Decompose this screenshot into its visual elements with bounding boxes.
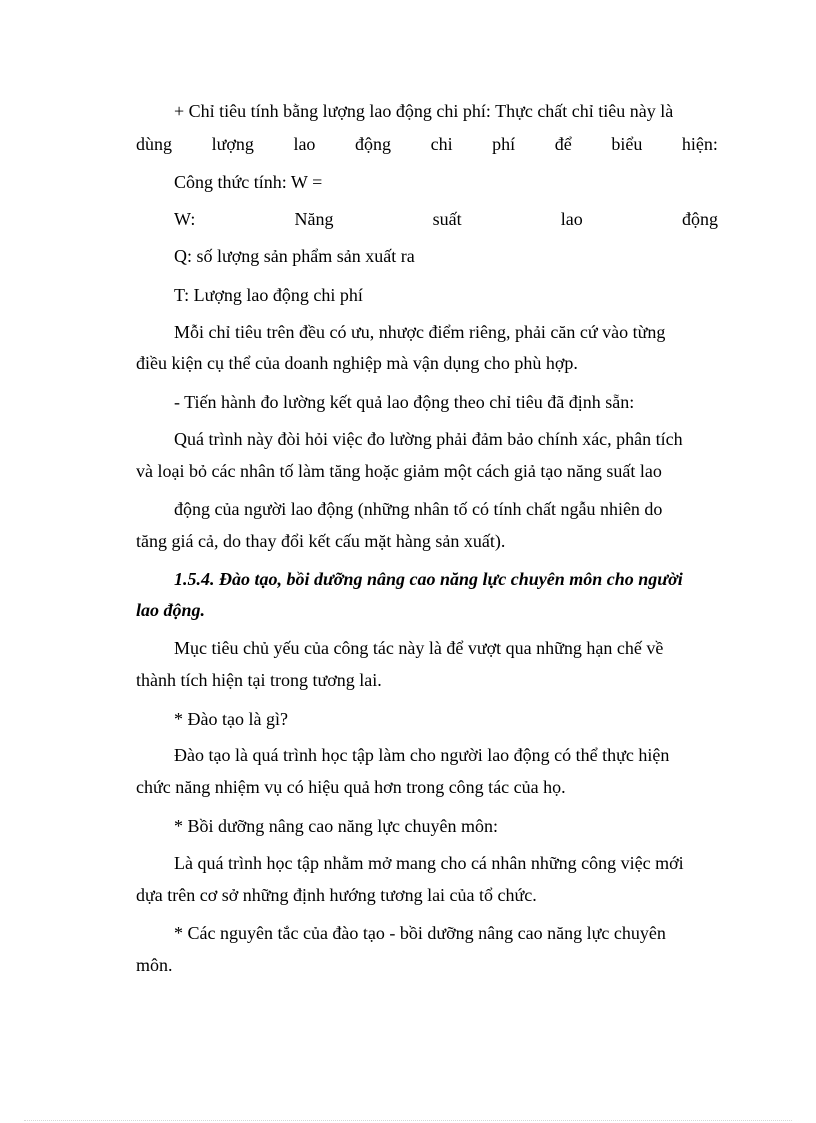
text-line-spread: dùng lượng lao động chi phí để biểu hiện: bbox=[136, 134, 718, 154]
text-line: Quá trình này đòi hỏi việc đo lường phải đảm bảo chính xác, phân tích bbox=[174, 429, 683, 449]
text-line: T: Lượng lao động chi phí bbox=[174, 285, 363, 305]
text-line: Là quá trình học tập nhằm mở mang cho cá nhân những công việc mới bbox=[174, 853, 684, 873]
text-line: Q: số lượng sản phẩm sản xuất ra bbox=[174, 246, 415, 266]
text-line: - Tiến hành đo lường kết quả lao động theo chỉ tiêu đã định sẵn: bbox=[174, 392, 635, 412]
text-line: Mỗi chỉ tiêu trên đều có ưu, nhược điểm riêng, phải căn cứ vào từng bbox=[174, 322, 666, 342]
text-line-spread: W: Năng suất lao động bbox=[174, 209, 718, 229]
text-line: thành tích hiện tại trong tương lai. bbox=[136, 670, 382, 690]
text-line: điều kiện cụ thể của doanh nghiệp mà vận dụng cho phù hợp. bbox=[136, 353, 578, 373]
text-line: tăng giá cả, do thay đổi kết cấu mặt hàng sản xuất). bbox=[136, 531, 506, 551]
section-heading: 1.5.4. Đào tạo, bồi dưỡng nâng cao năng lực chuyên môn cho người bbox=[174, 569, 683, 589]
text-line: động của người lao động (những nhân tố có tính chất ngẫu nhiên do bbox=[174, 499, 663, 519]
text-line: dựa trên cơ sở những định hướng tương lai của tổ chức. bbox=[136, 885, 537, 905]
subheading: * Các nguyên tắc của đào tạo - bồi dưỡng nâng cao năng lực chuyên bbox=[174, 923, 666, 943]
text-line: + Chỉ tiêu tính bằng lượng lao động chi phí: Thực chất chỉ tiêu này là bbox=[174, 101, 674, 121]
subheading: * Đào tạo là gì? bbox=[174, 709, 288, 729]
section-heading-cont: lao động. bbox=[136, 600, 206, 620]
text-line: và loại bỏ các nhân tố làm tăng hoặc giảm một cách giả tạo năng suất lao bbox=[136, 461, 662, 481]
text-line: Đào tạo là quá trình học tập làm cho người lao động có thể thực hiện bbox=[174, 745, 670, 765]
subheading: * Bồi dưỡng nâng cao năng lực chuyên môn: bbox=[174, 816, 498, 836]
formula-line: Công thức tính: W = bbox=[174, 172, 323, 192]
text-line: chức năng nhiệm vụ có hiệu quả hơn trong công tác của họ. bbox=[136, 777, 566, 797]
text-line: Mục tiêu chủ yếu của công tác này là để vượt qua những hạn chế về bbox=[174, 638, 664, 658]
page-bottom-divider bbox=[24, 1120, 792, 1121]
text-line: môn. bbox=[136, 955, 173, 975]
